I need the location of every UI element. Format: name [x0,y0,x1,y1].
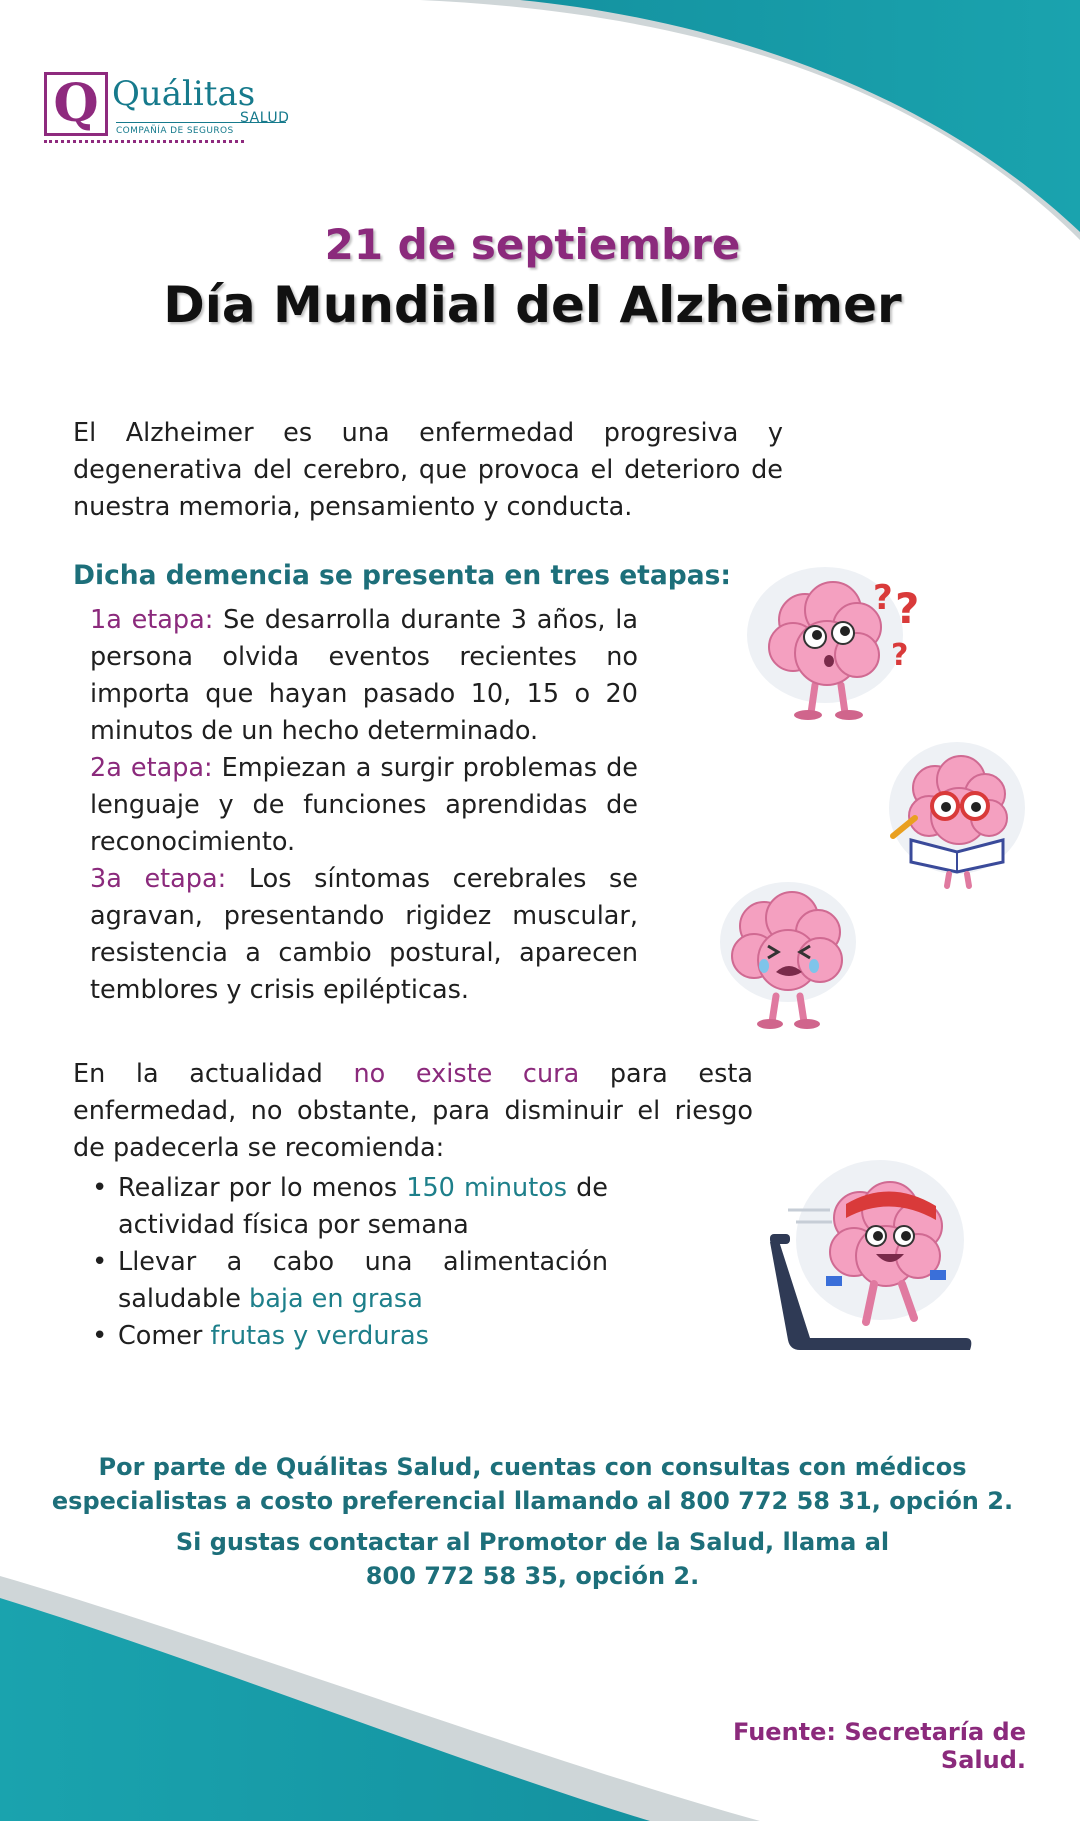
rec-text: de actividad física por semana [118,1173,608,1240]
stage-label: 1a etapa: [90,605,214,635]
rec-text: Comer [118,1321,211,1351]
logo-name: Quálitas [112,74,256,114]
svg-text:?: ? [891,638,909,673]
page-title: Día Mundial del Alzheimer [163,276,902,334]
stage-text: Empiezan a surgir problemas de lenguaje y de funciones aprendidas de reconocimiento. [90,753,638,857]
rec-highlight: baja en grasa [249,1284,423,1314]
rec-text: Llevar a cabo una alimentación saludable [118,1247,608,1314]
source-note: Fuente: Secretaría de Salud. [733,1718,1026,1774]
svg-text:?: ? [873,578,893,618]
list-item [88,1244,608,1318]
footer-line: Si gustas contactar al Promotor de la Salud, llama al [175,1528,890,1556]
stages-list [90,602,638,1009]
qualitas-logo [44,72,290,148]
running-brain-icon [770,1158,980,1358]
footer-consult-info [0,1450,1065,1518]
crying-brain-icon [716,880,866,1030]
footer-line: 800 772 58 35, opción 2. [365,1562,700,1590]
date-heading: 21 de septiembre [324,220,741,269]
list-item [88,1170,608,1244]
confused-brain-icon [745,565,935,725]
stage-label: 2a etapa: [90,753,213,783]
reading-brain-icon [885,740,1025,890]
cure-highlight: no existe cura [353,1059,580,1089]
logo-dotted-line [44,140,244,143]
footer-promoter-info [0,1525,1065,1593]
stage-text: Los síntomas cerebrales se agravan, presentando rigidez muscular, resistencia a cambio postural, aparecen temblores y crisis epilépticas. [90,864,638,1005]
stage-1 [90,602,638,750]
intro-paragraph: El Alzheimer es una enfermedad progresiva y degenerativa del cerebro, que provoca el deterioro de nuestra memoria, pensamiento y conducta. [73,418,783,522]
recommendations-list [88,1170,608,1355]
footer-line: especialistas a costo preferencial llamando al 800 772 58 31, opción 2. [51,1487,1014,1515]
stages-heading: Dicha demencia se presenta en tres etapas: [73,560,731,591]
cure-paragraph [73,1056,753,1167]
logo-q-mark: Q [44,72,108,136]
rec-text: Realizar por lo menos [118,1173,407,1203]
list-item [88,1318,608,1355]
logo-division: SALUD [240,110,290,126]
rec-highlight: 150 minutos [406,1173,568,1203]
rec-highlight: frutas y verduras [210,1321,429,1351]
cure-text: para esta enfermedad, no obstante, para disminuir el riesgo de padecerla se recomienda: [73,1059,754,1163]
stage-2 [90,750,638,861]
stage-text: Se desarrolla durante 3 años, la persona olvida eventos recientes no importa que hayan pasado 10, 15 o 20 minutos de un hecho determinado. [90,605,638,746]
top-wave [520,0,1080,232]
stage-3 [90,861,638,1009]
svg-text:?: ? [895,584,920,633]
footer-line: Por parte de Quálitas Salud, cuentas con consultas con médicos [98,1453,967,1481]
cure-text: En la actualidad [73,1059,354,1089]
stage-label: 3a etapa: [90,864,227,894]
logo-tagline: COMPAÑÍA DE SEGUROS [116,126,234,136]
